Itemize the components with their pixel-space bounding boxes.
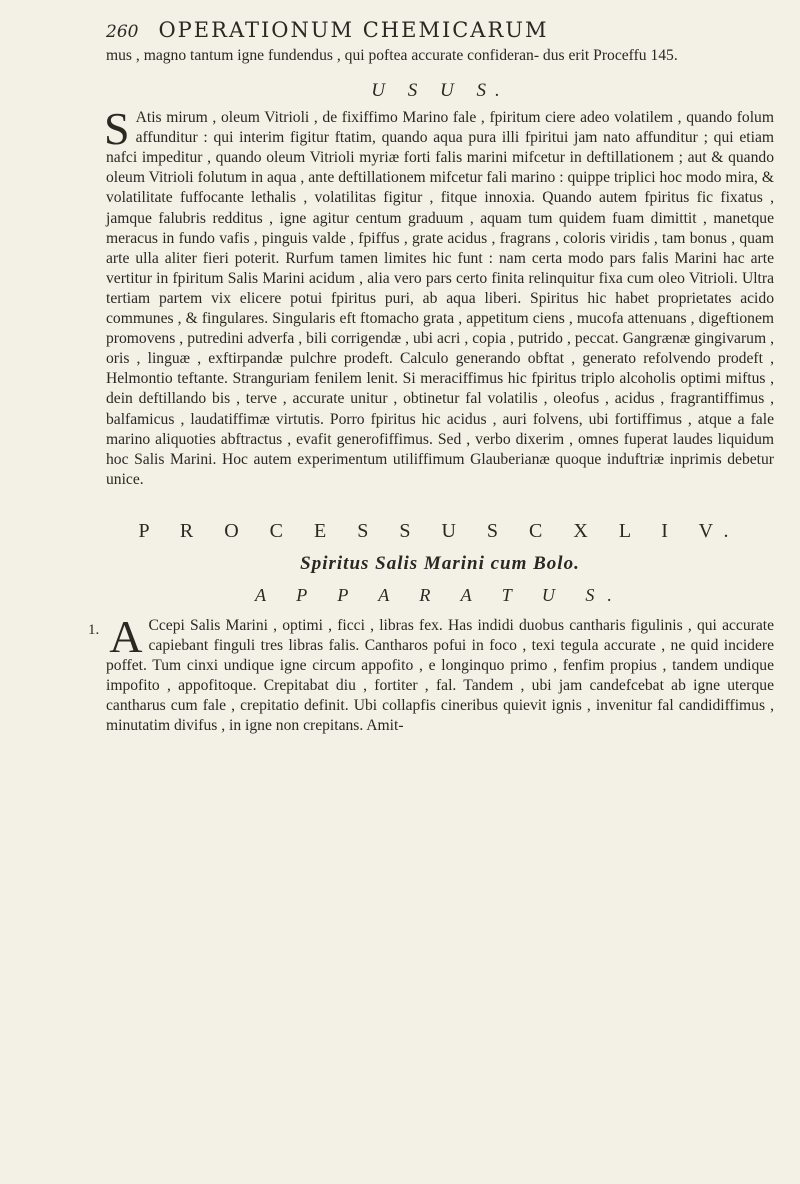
usus-paragraph xyxy=(104,103,774,490)
apparatus-text: Ccepi Salis Marini , optimi , ficci , libras fex. Has indidi duobus cantharis figulinis , qui accurate capiebant finguli tres libras falis. Cantharos pofui in foco , texi tegula accurate , ne quid incidere poffet. Tum cinxi undique igne circum appofito , e longinquo primo , fenfim propius , tandem undique impofito , appofitoque. Crepitabat diu , fortiter , fal. Tandem , ubi jam candefcebat ab igne uterque cantharus cum fale , crepitatio definit. Ubi collapfis cineribus quievit ignis , invenitur fal candidiffimus , minutatim divifus , in igne non crepitans. Amit- xyxy=(106,616,774,735)
usus-heading: U S U S. xyxy=(371,80,509,102)
page-number: 260 xyxy=(106,22,139,42)
apparatus-paragraph xyxy=(88,610,774,737)
usus-text: Atis mirum , oleum Vitrioli , de fixiffimo Marino fale , fpiritum ciere adeo volatilem , quando folum affunditur : qui interim figitur ftatim, quando aqua pura illi fpiritui jam nato affunditur ; qui etiam nafci impeditur , quando oleum Vitrioli myriæ forti falis marini mifcetur in deftillationem ; aut & quando oleum Vitrioli folutum in aqua , ante deftillationem mifcetur fali marino : quippe triplici hoc modo mira, & volatilitate fuffocante lethalis , volatilitas figitur , fitque innoxia. Quando autem fpiritus fic fixatus , jamque falubris redditus , igne agitur centum graduum , aquam tum quidem fuam dimittit , manetque meracus in fundo vafis , pinguis valde , fpiffus , grate acidus , fragrans , coloris viridis , tam bonus , quam arte ulla aliter fieri poterit. Rurfum tamen limites hic funt : nam certa modo pars falis Marini hac arte vertitur in fpiritum Salis Marini acidum , alia vero pars certo finita relinquitur fixa cum oleo Vitrioli. Ultra tertiam partem vix elicere potui fpiritus puri, ab aqua liberi. Spiritus hic habet proprietates acido communes , & fingulares. Singularis eft ftomacho grata , appetitum ciens , mucofa attenuans , digeftionem promovens , putredini adverfa , bili corrigendæ , ubi acri , copia , putrido , peccat. Gangrænæ gingivarum , oris , linguæ , exftirpandæ pulchre prodeft. Calculo generando obftat , generato refolvendo prodeft , Helmontio teftante. Stranguriam fenilem lenit. Si meraciffimus hic fpiritus triplo alcoholis optimi miftus , dein deftillando bis , terve , accurate unitur , obtinetur fal volatilis , oleofus , acidus , fragrantiffimus , balfamicus , laudatiffimæ virtutis. Porro fpiritus hic acidus , auri folvens, ubi fortiffimus , atque a fale marino aliquoties abftractus , evafit generofiffimus. Sed , verbo dixerim , omnes fuperat laudes liquidum hoc Salis Marini. Hoc autem experimentum utiliffimum Glauberianæ quoque induftriæ inprimis debetur unice. xyxy=(106,109,774,488)
running-head xyxy=(106,18,774,42)
paragraph-number: 1. xyxy=(88,621,100,638)
processus-subtitle: Spiritus Salis Marini cum Bolo. xyxy=(300,552,580,574)
drop-cap: S xyxy=(104,103,130,155)
processus-heading: P R O C E S S U S C X L I V. xyxy=(138,519,742,542)
apparatus-heading: A P P A R A T U S. xyxy=(255,584,625,605)
opening-text: mus , magno tantum igne fundendus , qui poftea accurate confideran- dus erit Proceffu 145. xyxy=(106,47,678,64)
drop-cap: A xyxy=(109,610,143,662)
running-title: OPERATIONUM CHEMICARUM xyxy=(158,18,549,42)
